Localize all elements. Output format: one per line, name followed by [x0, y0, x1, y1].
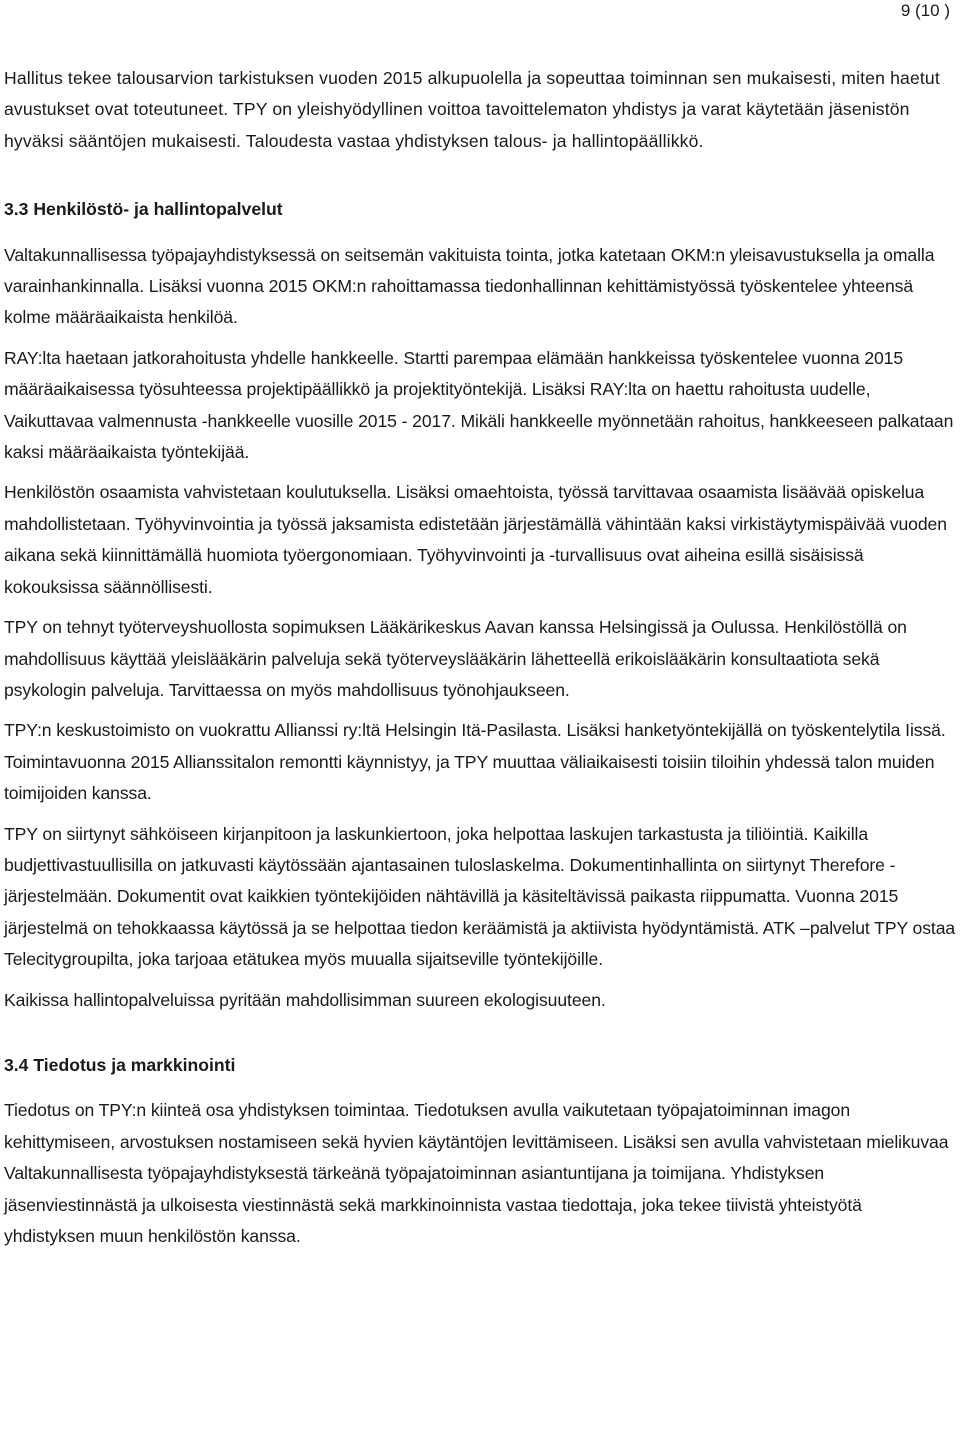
section-heading-3-3: 3.3 Henkilöstö- ja hallintopalvelut	[4, 199, 283, 220]
paragraph: Tiedotus on TPY:n kiinteä osa yhdistyksen toimintaa. Tiedotuksen avulla vaikutetaan työpajatoiminnan imagon kehittymiseen, arvostuksen nostamiseen sekä hyvien käytäntöjen levittämiseen. Lisäksi sen avulla vahvistetaan mielikuvaa Valtakunnallisesta työpajayhdistyksestä tärkeänä työpajatoiminnan asiantuntijana ja toimijana. Yhdistyksen jäsenviestinnästä ja ulkoisesta viestinnästä sekä markkinoinnista vastaa tiedottaja, joka tekee tiivistä yhteistyötä yhdistyksen muun henkilöstön kanssa.	[4, 1100, 949, 1246]
paragraph: TPY on siirtynyt sähköiseen kirjanpitoon ja laskunkiertoon, joka helpottaa laskujen tarkastusta ja tiliöintiä. Kaikilla budjettivastuullisilla on jatkuvasti käytössään ajantasainen tuloslaskelma. Dokumentinhallinta on siirtynyt Therefore -järjestelmään. Dokumentit ovat kaikkien työntekijöiden nähtävillä ja käsiteltävissä paikasta riippumatta. Vuonna 2015 järjestelmä on tehokkaassa käytössä ja se helpottaa tiedon keräämistä ja aktiivista hyödyntämistä. ATK –palvelut TPY ostaa Telecitygroupilta, joka tarjoaa etätukea myös muualla sijaitseville työntekijöille.	[4, 823, 956, 970]
paragraph: TPY:n keskustoimisto on vuokrattu Allianssi ry:ltä Helsingin Itä-Pasilasta. Lisäksi hanketyöntekijällä on työskentelytila Iissä. Toimintavuonna 2015 Allianssitalon remontti käynnistyy, ja TPY muuttaa väliaikaisesti toisiin tiloihin yhdessä talon muiden toimijoiden kanssa.	[4, 720, 946, 804]
section-3-4-body	[4, 1095, 956, 1252]
paragraph: TPY on tehnyt työterveyshuollosta sopimuksen Lääkärikeskus Aavan kanssa Helsingissä ja Oulussa. Henkilöstöllä on mahdollisuus käyttää yleislääkärin palveluja sekä työterveyslääkärin lähetteellä erikoislääkärin konsultaatiota sekä psykologin palveluja. Tarvittaessa on myös mahdollisuus työnohjaukseen.	[4, 617, 907, 700]
page-number: 9 (10 )	[900, 1, 950, 20]
section-3-3-body	[4, 240, 956, 1016]
section-heading-3-4: 3.4 Tiedotus ja markkinointi	[4, 1054, 236, 1075]
paragraph: Kaikissa hallintopalveluissa pyritään mahdollisimman suureen ekologisuuteen.	[4, 989, 606, 1010]
paragraph: Valtakunnallisessa työpajayhdistyksessä on seitsemän vakituista tointa, jotka katetaan OKM:n yleisavustuksella ja omalla varainhankinnalla. Lisäksi vuonna 2015 OKM:n rahoittamassa tiedonhallinnan kehittämistyössä työskentelee yhteensä kolme määräaikaista henkilöä.	[4, 244, 935, 328]
document-body	[4, 63, 956, 1252]
intro-paragraph: Hallitus tekee talousarvion tarkistuksen vuoden 2015 alkupuolella ja sopeuttaa toiminnan sen mukaisesti, miten haetut avustukset ovat toteutuneet. TPY on yleishyödyllinen voittoa tavoittelematon yhdistys ja varat käytetään jäsenistön hyväksi sääntöjen mukaisesti. Taloudesta vastaa yhdistyksen talous- ja hallintopäällikkö.	[4, 68, 940, 151]
paragraph: Henkilöstön osaamista vahvistetaan koulutuksella. Lisäksi omaehtoista, työssä tarvittavaa osaamista lisäävää opiskelua mahdollistetaan. Työhyvinvointia ja työssä jaksamista edistetään järjestämällä vähintään kaksi virkistäytymispäivää vuoden aikana sekä kiinnittämällä huomiota työergonomiaan. Työhyvinvointi ja -turvallisuus ovat aiheina esillä sisäisissä kokouksissa säännöllisesti.	[4, 482, 947, 597]
paragraph: RAY:lta haetaan jatkorahoitusta yhdelle hankkeelle. Startti parempaa elämään hankkeissa työskentelee vuonna 2015 määräaikaisessa työsuhteessa projektipäällikkö ja projektityöntekijä. Lisäksi RAY:lta on haettu rahoitusta uudelle, Vaikuttavaa valmennusta -hankkeelle vuosille 2015 - 2017. Mikäli hankkeelle myönnetään rahoitus, hankkeeseen palkataan kaksi määräaikaista työntekijää.	[4, 347, 954, 463]
